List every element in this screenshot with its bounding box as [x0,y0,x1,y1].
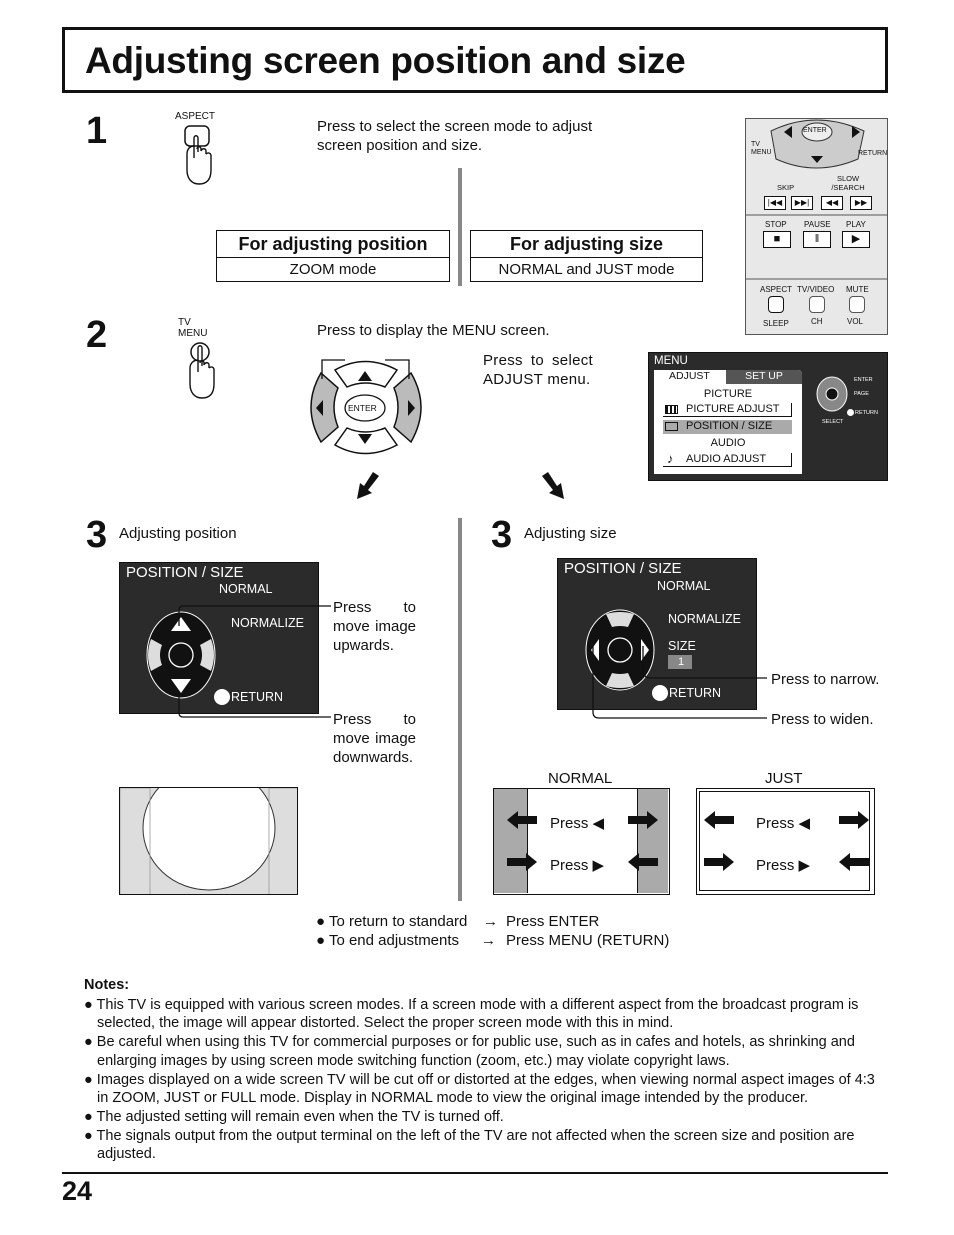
remote-stop-label: STOP [765,220,787,229]
remote-return-label: RETURN [858,150,888,157]
just-arrow-in-right-icon [839,853,869,871]
normal-arrow-right-icon [628,811,658,829]
move-down-instruction [333,710,416,767]
size-leader-lines [589,640,769,724]
skip-back-button[interactable]: |◀◀ [764,196,786,210]
remote-aspect-label: ASPECT [760,285,793,294]
page-number: 24 [62,1176,93,1206]
stop-button[interactable]: ■ [763,231,791,248]
menu-select-dpad-icon [815,375,849,413]
hand-press-menu-icon [180,340,220,402]
size-screen-title: POSITION / SIZE [564,560,682,577]
return-standard-key: Press ENTER [506,913,600,930]
note-item: ● Images displayed on a wide screen TV will be cut off or distorted at the edges, when viewing normal aspect images of 4:3 in ZOOM, JUST or FULL mode. Display in NORMAL mode to view the original image intended by the producer. [84,1071,875,1107]
fast-forward-button[interactable]: ▶▶ [850,196,872,210]
remote-vol-label: VOL [847,317,864,326]
narrow-instruction: Press to narrow. [771,671,880,688]
skip-forward-button[interactable]: ▶▶| [791,196,813,210]
remote-mute-button[interactable] [849,296,865,313]
remote-enter-label: ENTER [803,127,827,134]
picture-adjust-icon [665,405,678,414]
step-number-3-position: 3 [86,514,108,556]
step2-instruction: Press to display the MENU screen. [317,322,550,339]
menu-item-picture-adjust: PICTURE ADJUST [686,403,780,415]
remote-play-label: PLAY [846,220,866,229]
normal-arrow-in-left-icon [507,853,537,871]
remote-tv-video-label: TV/VIDEO [797,285,835,294]
size-screen-mode: NORMAL [657,579,711,593]
dpad-enter-label: ENTER [348,403,377,413]
just-press-right: Press ▶ [756,857,811,874]
remote-mute-label: MUTE [846,285,869,294]
page-title: Adjusting screen position and size [85,40,686,81]
arrow-down-right-icon [540,472,566,500]
remote-slow-search-label: SLOW /SEARCH [831,174,865,192]
menu-screen [648,352,888,481]
just-inner-frame [699,791,870,891]
just-arrow-right-icon [839,811,869,829]
position-screen-mode: NORMAL [219,582,273,596]
normal-arrow-in-right-icon [628,853,658,871]
menu-tab-setup[interactable]: SET UP [726,370,802,384]
note-item: ● The adjusted setting will remain even when the TV is turned off. [84,1108,504,1125]
aspect-button-label: ASPECT [175,111,216,122]
normal-example-frame [493,788,670,895]
remote-tv-menu-label: TV MENU [751,141,772,156]
normal-press-left: Press ◀ [550,815,605,832]
remote-pause-label: PAUSE [804,220,831,229]
remote-sleep-label: SLEEP [763,319,789,328]
menu-tab-adjust[interactable]: ADJUST [654,370,726,384]
pause-button[interactable]: ‖ [803,231,831,248]
menu-item-audio-adjust-row[interactable] [663,453,792,467]
arrow-down-left-icon [355,472,381,500]
position-screen-return: RETURN [231,690,284,704]
remote-aspect-button[interactable] [768,296,784,313]
rewind-button[interactable]: ◀◀ [821,196,843,210]
hand-press-aspect-icon [178,124,218,188]
title-box [62,27,888,93]
adjust-position-mode: ZOOM mode [289,261,377,278]
position-screen-normalize: NORMALIZE [231,616,304,630]
adjust-size-mode: NORMAL and JUST mode [498,261,675,278]
normal-arrow-left-icon [507,811,537,829]
footer-rule [62,1172,888,1174]
just-arrow-in-left-icon [704,853,734,871]
adjust-position-heading: For adjusting position [217,231,449,258]
menu-side-return: RETURN [855,410,878,416]
note-item: ● Be careful when using this TV for commercial purposes or for public use, such as in cafes and hotels, as shrinking and enlarging images by using screen mode switching function (zoom, etc.) may violate copyright laws. [84,1034,855,1069]
notes-heading: Notes: [84,977,130,993]
size-screen-return: RETURN [669,686,722,700]
adjusting-position-label: Adjusting position [119,525,237,542]
note-item: ● The signals output from the output terminal on the left of the TV are not affected when the screen size and position are adjusted. [84,1127,855,1163]
menu-side-page: PAGE [854,391,869,397]
widen-instruction: Press to widen. [771,711,874,728]
remote-tv-video-button[interactable] [809,296,825,313]
divider-step3 [458,518,462,901]
normal-example-label: NORMAL [548,770,613,787]
adjust-size-box [470,230,703,282]
return-standard-arrow: → [483,913,498,930]
remote-ch-label: CH [811,317,823,326]
position-screen-title: POSITION / SIZE [126,564,244,581]
normal-left-bar [494,789,528,893]
adjust-position-box [216,230,450,282]
menu-panel [654,370,802,474]
menu-side-enter: ENTER [854,377,873,383]
adjusting-size-label: Adjusting size [524,525,617,542]
normal-right-bar [637,789,668,893]
menu-item-position-size-row[interactable] [663,420,792,434]
tv-menu-button-label: TV MENU [178,317,208,339]
menu-screen-title: MENU [654,355,688,367]
menu-item-audio-adjust: AUDIO ADJUST [686,453,767,465]
step-number-2: 2 [86,314,108,356]
play-button[interactable]: ▶ [842,231,870,248]
remote-control [745,118,888,335]
position-size-icon [665,422,678,431]
return-standard-text: ● To return to standard [316,913,468,930]
step-number-1: 1 [86,110,108,152]
move-down-text: Press to move image downwards. [333,711,416,766]
zoom-example-image [119,787,298,895]
notes-section [84,976,890,1164]
menu-item-picture-adjust-row[interactable] [663,403,792,417]
music-note-icon: ♪ [667,451,674,466]
just-example-label: JUST [765,770,803,787]
remote-skip-label: SKIP [777,183,795,192]
size-value-field: 1 [668,655,692,669]
menu-item-audio[interactable]: AUDIO [710,437,746,449]
end-adjust-arrow: → [481,932,496,949]
size-screen-size-label: SIZE [668,639,696,653]
end-adjust-text: ● To end adjustments [316,932,460,949]
move-up-instruction [333,598,416,655]
menu-side-select: SELECT [822,419,844,425]
just-press-left: Press ◀ [756,815,811,832]
note-item: ● This TV is equipped with various screen modes. If a screen mode with a different aspect from the broadcast program is selected, the image will appear distorted. Select the proper screen mode with this in mind. [84,996,859,1032]
move-up-text: Press to move image upwards. [333,599,416,654]
menu-item-picture[interactable]: PICTURE [703,388,753,400]
adjust-size-heading: For adjusting size [471,231,702,258]
size-screen-normalize: NORMALIZE [668,612,741,626]
normal-press-right: Press ▶ [550,857,605,874]
just-arrow-left-icon [704,811,734,829]
end-adjust-key: Press MENU (RETURN) [506,932,670,949]
step2-select-instruction: Press to select ADJUST menu. [483,352,593,388]
divider-step1 [458,168,462,286]
step-number-3-size: 3 [491,514,513,556]
position-leader-lines [175,598,337,723]
menu-item-position-size: POSITION / SIZE [686,420,773,432]
step1-instruction: Press to select the screen mode to adjust screen position and size. [317,118,593,154]
just-example-frame [696,788,875,895]
menu-return-dot-icon [847,409,854,416]
zoom-example-circle-icon [120,788,298,895]
